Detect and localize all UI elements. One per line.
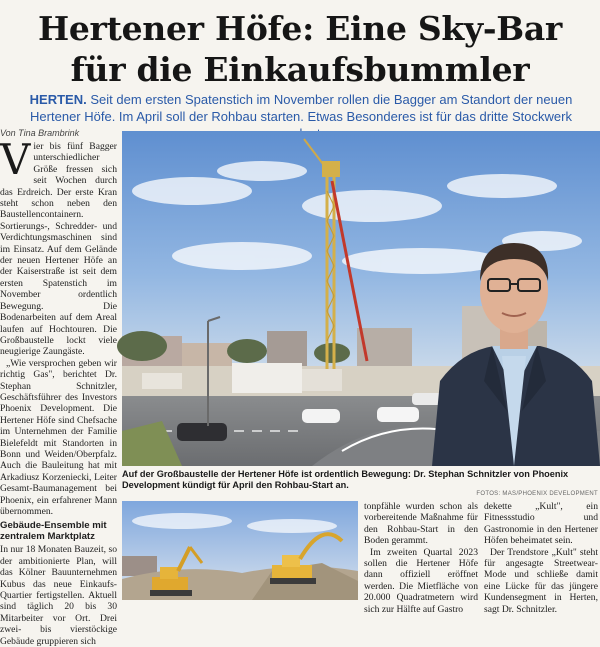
article-column-right: [484, 501, 598, 615]
right-paragraph-1: dekette „Kult", ein Fitnessstudio und Gastronomie in den Hertener Höfen beheimatet sein.: [484, 501, 598, 547]
lead-location: HERTEN.: [29, 92, 87, 107]
photo-credit: FOTOS: MAS/PHOENIX DEVELOPMENT: [476, 491, 598, 497]
right-paragraph-2: Der Trendstore „Kult" steht für angesagte Streetwear-Mode und schließe damit eine Lücke für das jüngere Kundensegment in Herten, sagt Dr. Schnitzler.: [484, 546, 598, 615]
headline-line-1: Hertener Höfe: Eine Sky-Bar: [37, 9, 562, 48]
paragraph-1-text: ier bis fünf Bagger unterschiedlicher Größe fressen sich seit Wochen durch das Erdreich. Der erste Kran steht schon neben den Baustellencontainern. Sortierungs-, Schredder- und Verdichtungsmaschinen sind im Einsatz. Auf dem Gelände der neuen Hertener Höfe an der Kaiserstraße ist seit dem ersten Spatenstich im November ordentlich Bewegung. Die Bodenarbeiten auf dem Areal laufen auf Hochtouren. Die Großbaustelle lockt viele neugierige Zaungäste.: [0, 141, 117, 358]
subheading: Gebäude-Ensemble mit zentralem Marktplatz: [0, 520, 107, 543]
drop-cap: V: [0, 135, 31, 184]
paragraph-2: „Wie versprochen geben wir richtig Gas", berichtet Dr. Stephan Schnitzler, Geschäftsführer des Investors Phoenix Development. Die Hertener Höfe sind Chefsache im Unternehmen der Familie Bielefeldt mit Standorten in Bonn und Weiden/Oberpfalz. Auch die Bauleitung hat mit Arkadiusz Korzeniecki, Leiter Gesamt-Baumanagement bei Phoenix, ein erfahrener Mann übernommen.: [0, 357, 117, 517]
paragraph-1: [0, 135, 117, 358]
byline: Von Tina Brambrink: [0, 128, 80, 138]
article-column-left: [0, 135, 117, 647]
middle-paragraph-1: tonpfähle wurden schon als vorbereitende Maßnahme für den Rohbau-Start in den Boden gerammt.: [364, 501, 478, 547]
construction-site-photo: [122, 131, 600, 466]
middle-paragraph-2: Im zweiten Quartal 2023 sollen die Hertener Höfe dann offiziell eröffnet werden. Die Mietfläche von 20.000 Quadratmetern wird sich zur Hälfte auf Gastro: [364, 546, 478, 615]
headline: [0, 8, 600, 90]
paragraph-3: In nur 18 Monaten Bauzeit, so der ambitionierte Plan, will das Kölner Bauunternehmen Kubus das neue Einkaufs-Quartier fertigstellen. Aktuell sind täglich 20 bis 30 Mitarbeiter vor Ort. Drei zwei- bis vierstöckige Gebäude gruppieren sich: [0, 544, 117, 647]
article-column-middle: [364, 501, 478, 615]
photo-caption: Auf der Großbaustelle der Hertener Höfe ist ordentlich Bewegung: Dr. Stephan Schnitzler von Phoenix Development kündigt für April den Rohbau-Start an.: [122, 469, 569, 490]
headline-line-2: für die Einkaufsbummler: [70, 50, 530, 89]
excavator-photo: [122, 501, 358, 600]
lead-text: Seit dem ersten Spatenstich im November rollen die Bagger am Standort der neuen Hertener Höfe. Im April soll der Rohbau starten. Etwas Besonderes ist für das dritte Stockwerk: [30, 92, 573, 124]
